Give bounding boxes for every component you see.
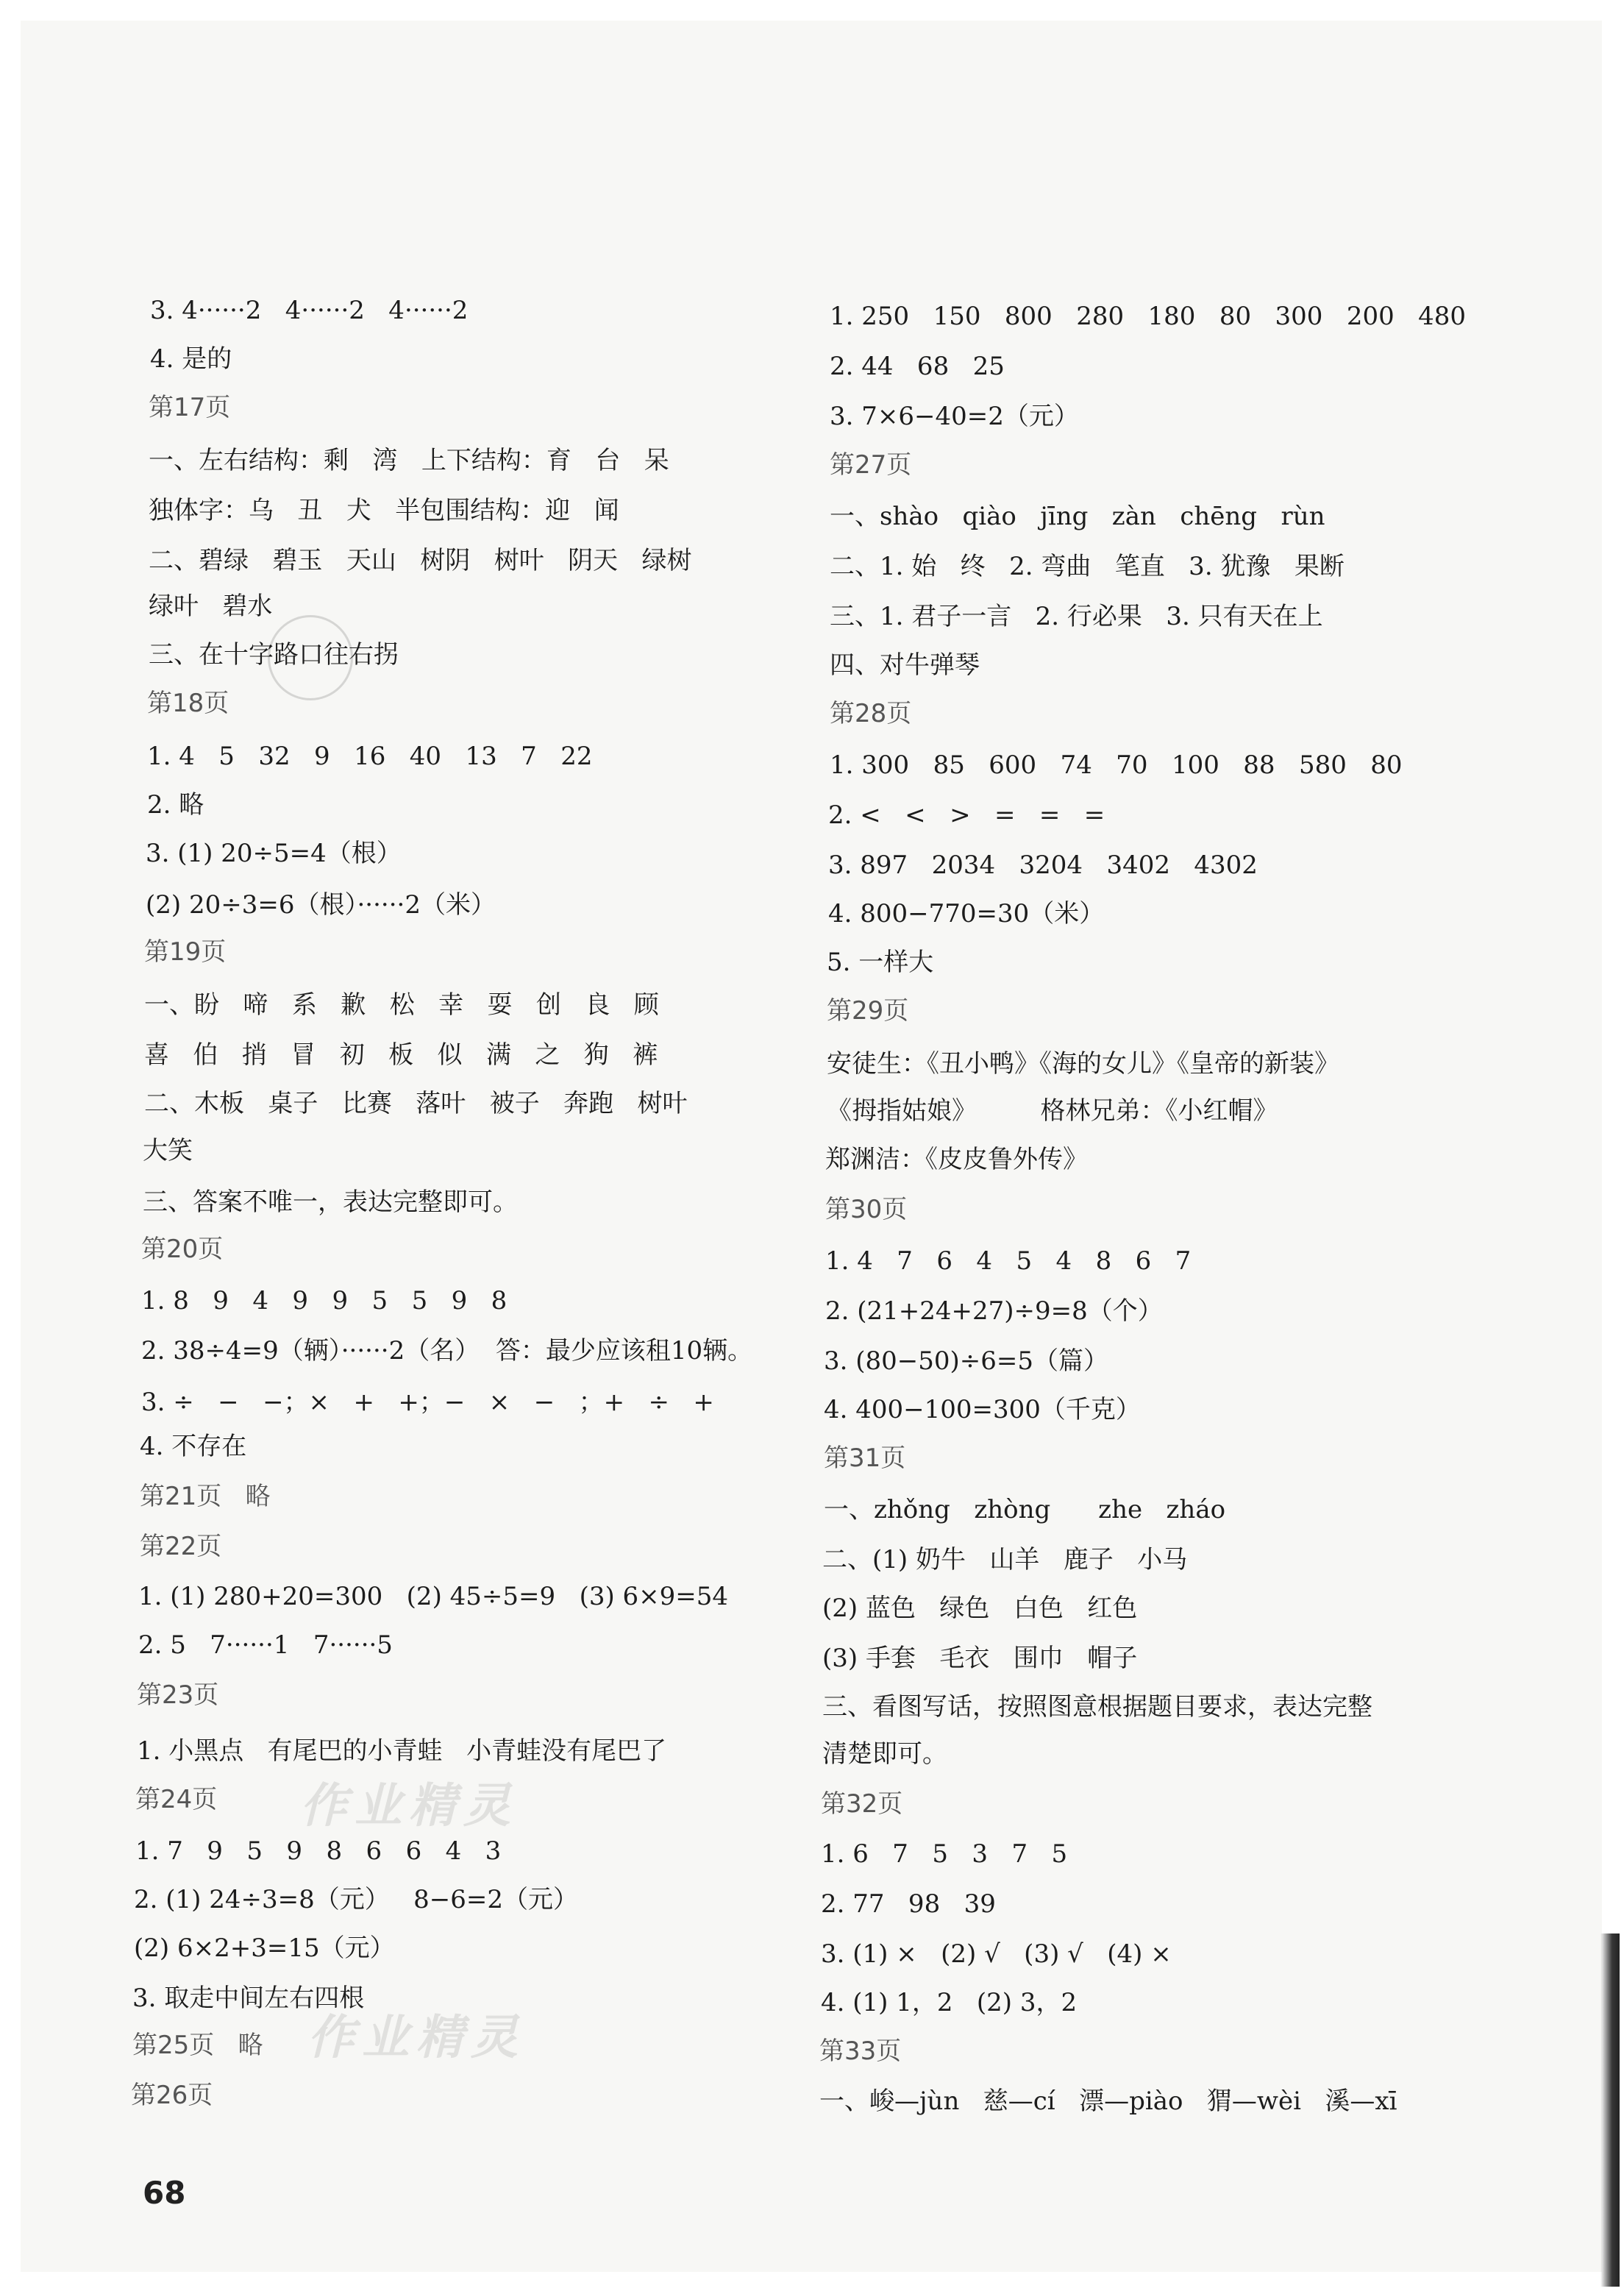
- section-heading: 第31页: [824, 1443, 906, 1473]
- answer-line: 2. 略: [147, 790, 204, 820]
- answer-line: 一、shào qiào jīng zàn chēng rùn: [830, 502, 1325, 531]
- answer-line: 2. 5 7······1 7······5: [138, 1630, 393, 1660]
- answer-line: 1. 4 5 32 9 16 40 13 7 22: [147, 742, 593, 771]
- page-number: 68: [143, 2175, 186, 2211]
- section-heading: 第26页: [131, 2081, 213, 2110]
- section-heading: 第22页: [140, 1532, 222, 1561]
- section-heading: 第18页: [147, 689, 229, 718]
- answer-line: 1. 4 7 6 4 5 4 8 6 7: [825, 1246, 1192, 1276]
- section-heading: 第27页: [830, 450, 912, 480]
- answer-line: 2. (1) 24÷3=8（元） 8−6=2（元）: [134, 1885, 579, 1914]
- watermark-text: 作业精灵: [300, 1779, 518, 1833]
- answer-line: 喜 伯 捎 冒 初 板 似 满 之 狗 裤: [144, 1040, 658, 1070]
- section-heading: 第28页: [830, 699, 912, 728]
- section-heading: 第32页: [821, 1789, 903, 1819]
- answer-line: 1. 8 9 4 9 9 5 5 9 8: [141, 1286, 508, 1315]
- answer-line: 清楚即可。: [822, 1739, 947, 1769]
- answer-line: 2. (21+24+27)÷9=8（个）: [825, 1296, 1163, 1326]
- answer-line: 3. (1) × (2) √ (3) √ (4) ×: [821, 1939, 1172, 1969]
- answer-line: 三、答案不唯一，表达完整即可。: [143, 1187, 518, 1217]
- section-heading: 第23页: [137, 1680, 219, 1710]
- answer-line: 四、对牛弹琴: [830, 650, 980, 680]
- answer-line: 2. 77 98 39: [821, 1889, 996, 1919]
- answer-line: 1. 250 150 800 280 180 80 300 200 480: [830, 302, 1467, 331]
- answer-line: 4. 是的: [150, 344, 232, 374]
- answer-line: 3. ÷ − −；× + +；− × − ；+ ÷ +: [141, 1388, 714, 1417]
- answer-line: 一、左右结构：剩 湾 上下结构：育 台 呆: [149, 446, 669, 475]
- answer-line: 三、看图写话，按照图意根据题目要求，表达完整: [822, 1692, 1372, 1722]
- answer-line: 绿叶 碧水: [149, 592, 273, 621]
- answer-line: 4. 400−100=300（千克）: [824, 1395, 1141, 1424]
- answer-line: 5. 一样大: [827, 948, 934, 977]
- answer-line: 二、木板 桌子 比赛 落叶 被子 奔跑 树叶: [144, 1089, 688, 1118]
- answer-line: (3) 手套 毛衣 围巾 帽子: [822, 1644, 1138, 1673]
- answer-line: 2. 38÷4=9（辆）······2（名） 答：最少应该租10辆。: [141, 1336, 753, 1366]
- answer-line: 二、1. 始 终 2. 弯曲 笔直 3. 犹豫 果断: [830, 552, 1345, 581]
- answer-line: 安徒生：《丑小鸭》《海的女儿》《皇帝的新装》: [827, 1049, 1339, 1079]
- section-heading: 第19页: [144, 937, 227, 967]
- section-heading: 第25页 略: [132, 2031, 263, 2060]
- answer-line: (2) 蓝色 绿色 白色 红色: [822, 1594, 1138, 1623]
- answer-line: 二、(1) 奶牛 山羊 鹿子 小马: [822, 1545, 1188, 1574]
- answer-line: 《拇指姑娘》 格林兄弟：《小红帽》: [827, 1096, 1278, 1126]
- answer-line: 一、峻—jùn 慈—cí 漂—piào 猬—wèi 溪—xī: [819, 2087, 1397, 2116]
- section-heading: 第29页: [827, 996, 909, 1026]
- watermark-text: 作业精灵: [307, 2011, 525, 2065]
- section-heading: 第33页: [819, 2036, 902, 2066]
- answer-line: 1. 300 85 600 74 70 100 88 580 80: [830, 750, 1403, 780]
- section-heading: 第20页: [141, 1235, 224, 1264]
- answer-line: 一、盼 啼 系 歉 松 幸 耍 创 良 顾: [144, 990, 659, 1020]
- answer-line: 3. 7×6−40=2（元）: [830, 402, 1079, 431]
- answer-line: 独体字：乌 丑 犬 半包围结构：迎 闻: [149, 496, 619, 525]
- answer-line: 1. (1) 280+20=300 (2) 45÷5=9 (3) 6×9=54: [138, 1582, 729, 1611]
- section-heading: 第24页: [135, 1785, 218, 1814]
- answer-line: 三、1. 君子一言 2. 行必果 3. 只有天在上: [830, 602, 1323, 631]
- answer-line: 3. 4······2 4······2 4······2: [150, 296, 469, 325]
- answer-line: 三、在十字路口往右拐: [149, 640, 399, 670]
- answer-line: 2. < < > = = =: [828, 800, 1105, 830]
- answer-line: 1. 6 7 5 3 7 5: [821, 1839, 1068, 1869]
- answer-line: 郑渊洁：《皮皮鲁外传》: [825, 1145, 1088, 1174]
- answer-line: 二、碧绿 碧玉 天山 树阴 树叶 阴天 绿树: [149, 546, 692, 575]
- scan-shadow: [1600, 1933, 1620, 2287]
- answer-line: 4. 不存在: [140, 1432, 247, 1461]
- answer-line: 3. (1) 20÷5=4（根）: [146, 839, 402, 868]
- answer-line: 2. 44 68 25: [830, 352, 1005, 381]
- answer-line: 3. 取走中间左右四根: [132, 1984, 365, 2013]
- answer-line: (2) 20÷3=6（根）······2（米）: [146, 890, 496, 920]
- answer-line: 4. (1) 1，2 (2) 3，2: [821, 1988, 1078, 2017]
- answer-line: 1. 7 9 5 9 8 6 6 4 3: [135, 1836, 502, 1866]
- answer-line: (2) 6×2+3=15（元）: [134, 1933, 395, 1963]
- answer-line: 1. 小黑点 有尾巴的小青蛙 小青蛙没有尾巴了: [137, 1736, 667, 1766]
- answer-line: 3. 897 2034 3204 3402 4302: [828, 851, 1258, 880]
- answer-key-page: [21, 21, 1602, 2272]
- section-heading: 第30页: [825, 1195, 908, 1224]
- answer-line: 一、zhǒng zhòng zhe zháo: [824, 1495, 1226, 1524]
- answer-line: 大笑: [143, 1136, 193, 1165]
- answer-line: 4. 800−770=30（米）: [828, 899, 1105, 928]
- answer-line: 3. (80−50)÷6=5（篇）: [824, 1346, 1109, 1376]
- section-heading: 第21页 略: [140, 1482, 271, 1511]
- section-heading: 第17页: [149, 393, 231, 422]
